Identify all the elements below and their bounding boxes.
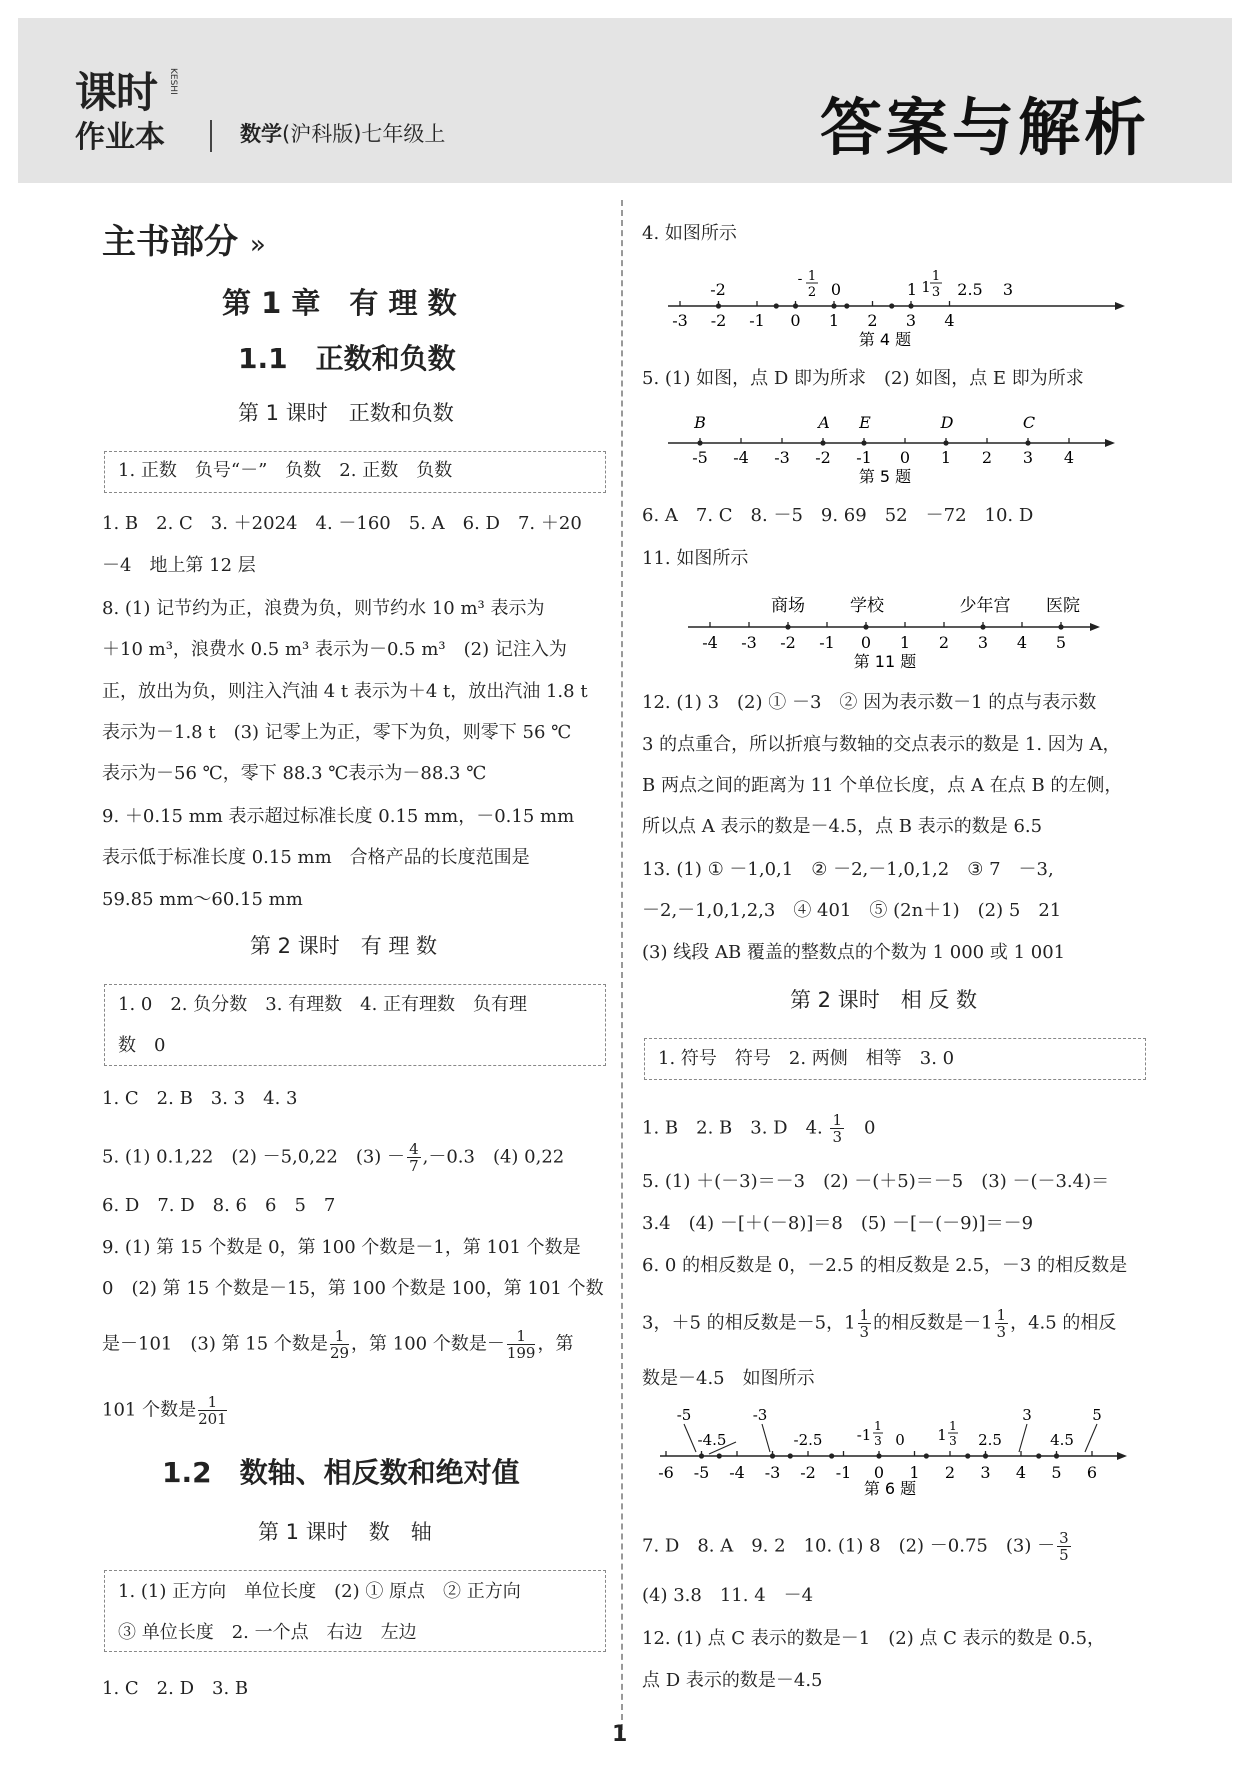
point-dot: [908, 303, 913, 308]
point-label-zero: 0: [895, 1431, 905, 1449]
tick-label: -3: [741, 633, 757, 652]
place-school: 学校: [850, 596, 884, 616]
tick-label: 2: [944, 1463, 956, 1482]
point-dot: [983, 1453, 988, 1458]
tick-label: 3: [1022, 448, 1034, 467]
point-dot: [844, 303, 849, 308]
answer-line-with-fraction: [102, 1328, 573, 1361]
fraction: [407, 1141, 421, 1174]
point-dot: [863, 624, 868, 629]
answer-line: 3.4 (4) －[＋(－8)]＝8 (5) －[－(－9)]＝－9: [642, 1213, 1034, 1234]
point-label-4-5: 4.5: [1050, 1431, 1074, 1449]
tick-label: -4: [729, 1463, 745, 1482]
point-b: B: [694, 413, 706, 432]
fraction-numerator: 4: [409, 1140, 419, 1158]
lesson-3-box-line: 1. (1) 正方向 单位长度 (2) ① 原点 ② 正方向: [118, 1581, 521, 1602]
lesson-2-box-line: 数 0: [118, 1035, 166, 1056]
answer-line: 12. (1) 点 C 表示的数是－1 (2) 点 C 表示的数是 0.5，: [642, 1628, 1106, 1649]
answer-line: 表示为－56 ℃，零下 88.3 ℃表示为－88.3 ℃: [102, 763, 487, 784]
answer-line: 点 D 表示的数是－4.5: [642, 1670, 823, 1691]
point-dot: [889, 303, 894, 308]
answer-line: 12. (1) 3 (2) ① －3 ② 因为表示数－1 的点与表示数: [642, 692, 1097, 713]
tick-label: -1: [835, 1463, 852, 1482]
tick-label: -2: [800, 1463, 816, 1482]
frac-num: 1: [807, 269, 817, 284]
tick-label: -1: [819, 633, 835, 652]
point-dot: [697, 440, 702, 445]
tick-label: 1: [940, 448, 952, 467]
text-part: 101 个数是: [102, 1399, 197, 1421]
point-label-neg1-1-3: -1: [856, 1426, 872, 1444]
point-dot: [1054, 1453, 1059, 1458]
fraction-denominator: 199: [506, 1344, 536, 1362]
tick-label: 0: [860, 633, 872, 652]
fraction-denominator: 29: [329, 1344, 350, 1362]
text-part: ，4.5 的相反: [1010, 1312, 1117, 1334]
arrow: [1085, 1424, 1097, 1452]
text-part: ,－0.3 (4) 0,22: [422, 1146, 565, 1168]
tick-label: -2: [710, 311, 727, 330]
tick-label: -3: [774, 448, 790, 467]
tick-label: -4: [702, 633, 718, 652]
point-label-three: 3: [1002, 280, 1014, 299]
lesson-3-title: 第 1 课时 数 轴: [258, 1520, 432, 1544]
text-part: ，第: [537, 1333, 574, 1355]
fraction-denominator: 7: [409, 1157, 419, 1175]
fraction: [995, 1307, 1009, 1340]
fraction-numerator: 1: [198, 1394, 227, 1411]
tick-label: 4: [1015, 1463, 1027, 1482]
answer-line: 所以点 A 表示的数是－4.5，点 B 表示的数是 6.5: [642, 816, 1043, 837]
answer-line: －4 地上第 12 层: [102, 555, 256, 576]
point-label-zero: 0: [830, 280, 842, 299]
page-number: 1: [612, 1722, 628, 1747]
point-dot: [793, 303, 798, 308]
tick-label: 1: [828, 311, 840, 330]
point-dot: [861, 440, 866, 445]
lesson-3-box-line: ③ 单位长度 2. 一个点 右边 左边: [118, 1622, 417, 1643]
section-1-2-title: 1.2 数轴、相反数和绝对值: [162, 1456, 520, 1489]
point-label-one: 1: [906, 280, 918, 299]
answer-line: 表示为－1.8 t (3) 记零上为正，零下为负，则零下 56 ℃: [102, 722, 572, 743]
tick-label: 0: [873, 1463, 885, 1482]
fraction: [830, 1112, 844, 1145]
figure-caption: 第 5 题: [858, 467, 912, 486]
tick-label: 3: [977, 633, 989, 652]
answer-line: 6. D 7. D 8. 6 6 5 7: [102, 1195, 336, 1216]
tick-label: 5: [1051, 1463, 1062, 1482]
section-1-1-title: 1.1 正数和负数: [238, 342, 456, 375]
point-label-neg2: -2: [710, 280, 726, 299]
answer-line: 6. A 7. C 8. －5 9. 69 52 －72 10. D: [642, 505, 1034, 526]
point-dot: [1058, 624, 1063, 629]
point-label-neg5: -5: [676, 1406, 692, 1424]
point-label-five: 5: [1092, 1406, 1102, 1424]
text-part: 0: [846, 1117, 876, 1139]
brand-separator: [210, 120, 212, 152]
point-dot: [1025, 440, 1030, 445]
answer-line: 5. (1) 如图，点 D 即为所求 (2) 如图，点 E 即为所求: [642, 368, 1084, 389]
answer-line: 59.85 mm～60.15 mm: [102, 889, 303, 910]
point-dot: [943, 440, 948, 445]
point-dot: [980, 624, 985, 629]
part-arrow: »: [249, 230, 266, 260]
place-mall: 商场: [771, 596, 805, 616]
text-part: ，第 100 个数是－: [351, 1333, 505, 1355]
answer-line: 11. 如图所示: [642, 548, 749, 569]
point-dot: [699, 1453, 704, 1458]
point-e: E: [859, 413, 871, 432]
frac-den: 2: [807, 285, 817, 300]
answer-line: 正，放出为负，则注入汽油 4 t 表示为＋4 t，放出汽油 1.8 t: [102, 681, 588, 702]
answer-line-with-fraction: [642, 1112, 875, 1145]
fraction-denominator: 5: [1059, 1546, 1069, 1564]
point-dot: [788, 1453, 793, 1458]
point-dot: [770, 1453, 775, 1458]
figure-caption: 第 6 题: [863, 1479, 917, 1498]
fraction-numerator: 1: [330, 1328, 349, 1345]
tick-label: 3: [905, 311, 917, 330]
number-line-figure-4: [660, 268, 1130, 358]
point-dot: [716, 303, 721, 308]
subject-rest: (沪科版)七年级上: [282, 122, 446, 146]
tick-label: 4: [944, 311, 955, 330]
point-a: A: [818, 413, 830, 432]
answer-line: B 两点之间的距离为 11 个单位长度，点 A 在点 B 的左侧，: [642, 775, 1123, 796]
lesson-4-box-text: 1. 符号 符号 2. 两侧 相等 3. 0: [658, 1048, 955, 1069]
tick-label: 2: [867, 311, 878, 330]
answer-line: ＋10 m³，浪费水 0.5 m³ 表示为－0.5 m³ (2) 记注入为: [102, 639, 567, 660]
text-part: 5. (1) 0.1,22 (2) －5,0,22 (3) －: [102, 1146, 406, 1168]
place-youth-palace: 少年宫: [959, 596, 1011, 616]
tick-label: -2: [815, 448, 831, 467]
chapter-title: 第 1 章 有 理 数: [222, 286, 457, 320]
point-dot: [829, 1453, 834, 1458]
point-dot: [820, 440, 825, 445]
frac-den: 3: [931, 285, 941, 300]
fraction-numerator: 3: [1059, 1529, 1069, 1547]
number-line-figure-6: [652, 1398, 1132, 1498]
tick-label: 1: [899, 633, 911, 652]
text-part: 1. B 2. B 3. D 4.: [642, 1117, 829, 1139]
arrow: [684, 1424, 696, 1452]
answer-line: 0 (2) 第 15 个数是－15，第 100 个数是 100，第 101 个数: [102, 1278, 604, 1299]
answer-line: 表示低于标准长度 0.15 mm 合格产品的长度范围是: [102, 847, 530, 868]
point-label-three: 3: [1022, 1406, 1032, 1424]
answer-line: 13. (1) ① －1,0,1 ② －2,－1,0,1,2 ③ 7 －3,: [642, 859, 1054, 880]
fraction: [1057, 1530, 1071, 1563]
svg-text:3: 3: [949, 1434, 957, 1448]
fraction: [198, 1394, 227, 1427]
brand-small: KESHI: [168, 68, 178, 95]
answer-line: 1. C 2. B 3. 3 4. 3: [102, 1088, 298, 1109]
answer-line: 9. (1) 第 15 个数是 0，第 100 个数是－1，第 101 个数是: [102, 1237, 581, 1258]
answer-line: 数是－4.5 如图所示: [642, 1368, 815, 1389]
place-hospital: 医院: [1046, 596, 1080, 616]
number-line-figure-11: [680, 585, 1120, 680]
answer-line-with-fraction: [102, 1394, 229, 1427]
answer-line: 1. C 2. D 3. B: [102, 1678, 249, 1699]
answer-line: 9. ＋0.15 mm 表示超过标准长度 0.15 mm，－0.15 mm: [102, 806, 575, 827]
answer-line: (4) 3.8 11. 4 －4: [642, 1585, 814, 1606]
answer-line-with-fraction: [642, 1307, 1116, 1340]
fraction-denominator: 3: [996, 1323, 1007, 1341]
point-dot: [876, 1453, 881, 1458]
answer-line: (3) 线段 AB 覆盖的整数点的个数为 1 000 或 1 001: [642, 942, 1066, 963]
subject-label: [240, 118, 445, 148]
svg-text:1: 1: [949, 1419, 957, 1433]
point-label-neg2-5: -2.5: [793, 1431, 823, 1449]
tick-label: 3: [980, 1463, 991, 1482]
point-dot: [717, 1453, 722, 1458]
fraction-numerator: 1: [507, 1328, 536, 1345]
frac-num: 1: [931, 269, 941, 284]
fraction: [507, 1328, 536, 1361]
brand-top: 课时: [75, 68, 158, 117]
fraction-numerator: 1: [832, 1111, 843, 1129]
fraction-denominator: 3: [832, 1128, 843, 1146]
lesson-2-title: 第 2 课时 有 理 数: [250, 934, 438, 958]
fraction: [330, 1328, 349, 1361]
point-c: C: [1022, 413, 1036, 432]
tick-label: -3: [672, 311, 688, 330]
answer-line: 8. (1) 记节约为正，浪费为负，则节约水 10 m³ 表示为: [102, 598, 545, 619]
answer-line-with-fraction: [102, 1141, 564, 1174]
point-dot: [1036, 1453, 1041, 1458]
point-dot: [924, 1453, 929, 1458]
part-title-text: 主书部分: [102, 222, 238, 262]
text-part: 7. D 8. A 9. 2 10. (1) 8 (2) －0.75 (3) －: [642, 1535, 1056, 1557]
text-part: 是－101 (3) 第 15 个数是: [102, 1333, 328, 1355]
part-title: [102, 222, 266, 265]
tick-label: -6: [658, 1463, 674, 1482]
point-label-neg3: -3: [752, 1406, 768, 1424]
fraction-numerator: 1: [859, 1306, 870, 1324]
tick-label: -1: [749, 311, 765, 330]
point-label-1-1-3: 1: [937, 1426, 947, 1444]
tick-label: 6: [1086, 1463, 1098, 1482]
brand-bottom: 作业本: [75, 120, 165, 155]
point-dot: [831, 303, 836, 308]
answer-line: 1. B 2. C 3. ＋2024 4. －160 5. A 6. D 7. ＋20: [102, 513, 582, 534]
page-title: 答案与解析: [819, 91, 1150, 164]
answer-line: 6. 0 的相反数是 0，－2.5 的相反数是 2.5，－3 的相反数是: [642, 1255, 1128, 1276]
figure-caption: 第 11 题: [853, 652, 917, 671]
fraction-denominator: 3: [859, 1323, 870, 1341]
text-part: 的相反数是－1: [873, 1312, 993, 1334]
tick-label: 4: [1063, 448, 1075, 467]
tick-label: -4: [733, 448, 749, 467]
lesson-1-title: 第 1 课时 正数和负数: [238, 401, 454, 425]
svg-text:3: 3: [874, 1434, 882, 1448]
tick-label: 0: [790, 311, 801, 330]
fraction-numerator: 1: [996, 1306, 1007, 1324]
tick-label: -1: [856, 448, 872, 467]
point-label-2-5: 2.5: [957, 280, 983, 299]
fraction-denominator: 201: [198, 1410, 227, 1428]
mixed-whole: 1: [921, 278, 931, 296]
tick-label: -5: [693, 1463, 710, 1482]
point-label-neg-half: -: [797, 271, 803, 287]
column-divider: [621, 200, 623, 1730]
subject-bold: 数学: [240, 122, 282, 146]
point-dot: [774, 303, 779, 308]
point-label-neg4-5: -4.5: [697, 1431, 727, 1449]
answer-line: 3 的点重合，所以折痕与数轴的交点表示的数是 1. 因为 A，: [642, 734, 1121, 755]
point-d: D: [940, 413, 954, 432]
tick-label: 1: [909, 1463, 920, 1482]
tick-label: -5: [692, 448, 708, 467]
lesson-2-box-line: 1. 0 2. 负分数 3. 有理数 4. 正有理数 负有理: [118, 994, 528, 1015]
lesson-4-title: 第 2 课时 相 反 数: [790, 988, 978, 1012]
figure-caption: 第 4 题: [858, 330, 912, 349]
point-dot: [965, 1453, 970, 1458]
arrow: [1019, 1424, 1027, 1452]
tick-label: -2: [780, 633, 796, 652]
text-part: 3，＋5 的相反数是－5，1: [642, 1312, 856, 1334]
svg-text:1: 1: [874, 1419, 882, 1433]
answer-line-with-fraction: [642, 1530, 1073, 1563]
point-label-2-5: 2.5: [978, 1431, 1002, 1449]
answer-line: 5. (1) ＋(－3)＝－3 (2) －(＋5)＝－5 (3) －(－3.4)＝: [642, 1171, 1110, 1192]
point-dot: [785, 624, 790, 629]
number-line-figure-5: [660, 405, 1130, 495]
lesson-1-box-text: 1. 正数 负号“－” 负数 2. 正数 负数: [118, 460, 453, 481]
answer-line: 4. 如图所示: [642, 223, 737, 244]
tick-label: 2: [981, 448, 993, 467]
fraction: [858, 1307, 872, 1340]
tick-label: 0: [899, 448, 911, 467]
tick-label: 4: [1016, 633, 1028, 652]
tick-label: 2: [938, 633, 950, 652]
tick-label: -3: [764, 1463, 781, 1482]
answer-line: －2,－1,0,1,2,3 ④ 401 ⑤ (2n＋1) (2) 5 21: [642, 900, 1062, 921]
tick-label: 5: [1055, 633, 1067, 652]
arrow: [762, 1424, 770, 1452]
